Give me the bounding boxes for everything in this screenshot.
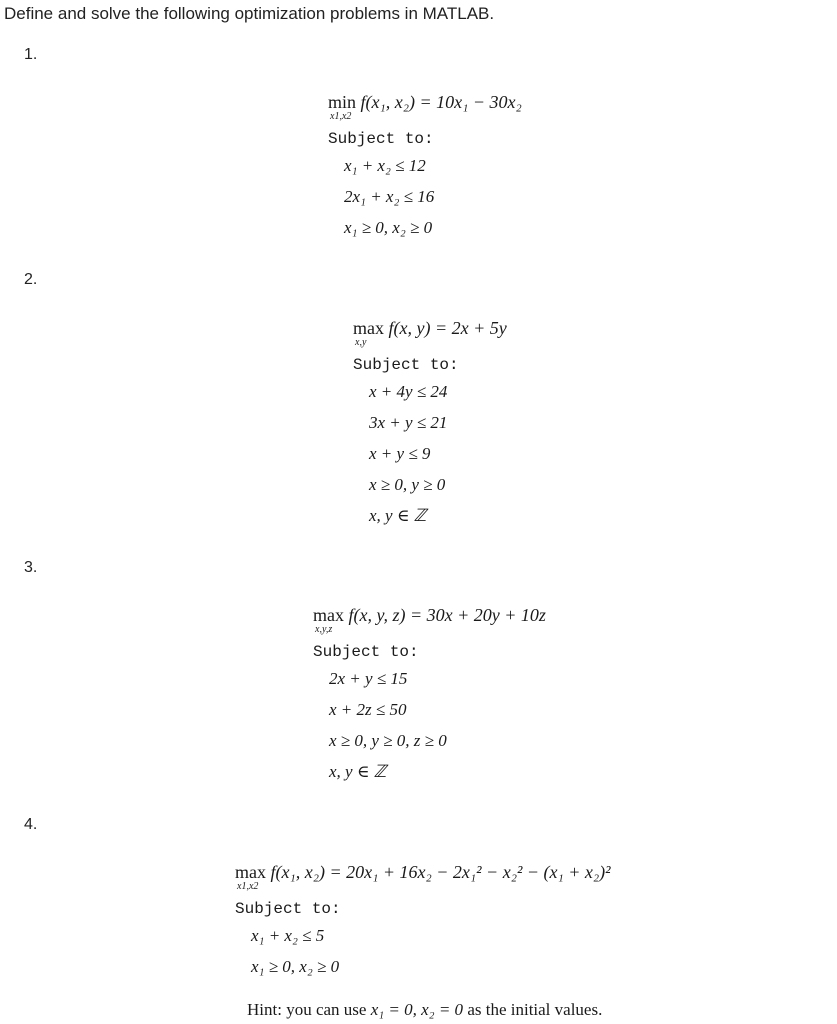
problem-4-subject-to: Subject to:	[235, 900, 341, 918]
hint-prefix: Hint: you can use	[247, 1000, 371, 1019]
problem-4-objective	[235, 862, 611, 892]
problem-2-constraint: x + 4y ≤ 24	[369, 382, 448, 401]
problem-4-variables: x1,x2	[237, 881, 259, 892]
problem-1-constraint: x₁ + x₂ ≤ 12	[344, 156, 426, 175]
problem-2-constraint: x, y ∈ ℤ	[369, 506, 427, 525]
problem-2-operator: max	[353, 318, 384, 338]
problem-1-constraint: 2x₁ + x₂ ≤ 16	[344, 187, 435, 206]
problem-4-constraint: x₁ + x₂ ≤ 5	[251, 926, 325, 945]
problem-3-constraint: x + 2z ≤ 50	[329, 700, 407, 719]
problem-4	[235, 862, 611, 982]
problem-4-function: f(x₁, x₂) = 20x₁ + 16x₂ − 2x₁² − x₂² − (x₁ + x₂)²	[270, 862, 611, 882]
problem-4-number: 4.	[24, 816, 38, 833]
problem-1-variables: x1,x2	[330, 111, 352, 122]
problem-1-function: f(x₁, x₂) = 10x₁ − 30x₂	[360, 92, 522, 112]
problem-2	[353, 318, 507, 531]
hint-suffix: as the initial values.	[463, 1000, 603, 1019]
problem-1-objective	[328, 92, 522, 122]
problem-2-number: 2.	[24, 271, 38, 288]
problem-2-variables: x,y	[355, 337, 367, 348]
problem-3-subject-to: Subject to:	[313, 643, 419, 661]
problem-3-objective	[313, 605, 546, 635]
problem-3-variables: x,y,z	[315, 624, 333, 635]
problem-2-constraint: 3x + y ≤ 21	[369, 413, 448, 432]
problem-4-operator: max	[235, 862, 266, 882]
problem-1-operator: min	[328, 92, 357, 112]
problem-3-function: f(x, y, z) = 30x + 20y + 10z	[348, 605, 546, 625]
problem-1-constraint: x₁ ≥ 0, x₂ ≥ 0	[344, 218, 433, 237]
problem-3-constraint: x ≥ 0, y ≥ 0, z ≥ 0	[329, 731, 447, 750]
problem-1-subject-to: Subject to:	[328, 130, 434, 148]
page-instructions: Define and solve the following optimization problems in MATLAB.	[4, 4, 495, 23]
problem-3-number: 3.	[24, 559, 38, 576]
problem-2-function: f(x, y) = 2x + 5y	[388, 318, 507, 338]
problem-4-constraint: x₁ ≥ 0, x₂ ≥ 0	[251, 957, 340, 976]
problem-3-constraint: x, y ∈ ℤ	[329, 762, 387, 781]
problem-2-constraint: x + y ≤ 9	[369, 444, 431, 463]
problem-1	[328, 92, 522, 243]
problem-2-constraint: x ≥ 0, y ≥ 0	[369, 475, 446, 494]
problem-3-constraint: 2x + y ≤ 15	[329, 669, 408, 688]
hint-text	[247, 1000, 602, 1020]
problem-3-operator: max	[313, 605, 344, 625]
problem-2-subject-to: Subject to:	[353, 356, 459, 374]
hint-initial-values: x₁ = 0, x₂ = 0	[370, 1000, 464, 1019]
problem-1-number: 1.	[24, 46, 38, 63]
problem-3	[313, 605, 546, 787]
problem-2-objective	[353, 318, 507, 348]
